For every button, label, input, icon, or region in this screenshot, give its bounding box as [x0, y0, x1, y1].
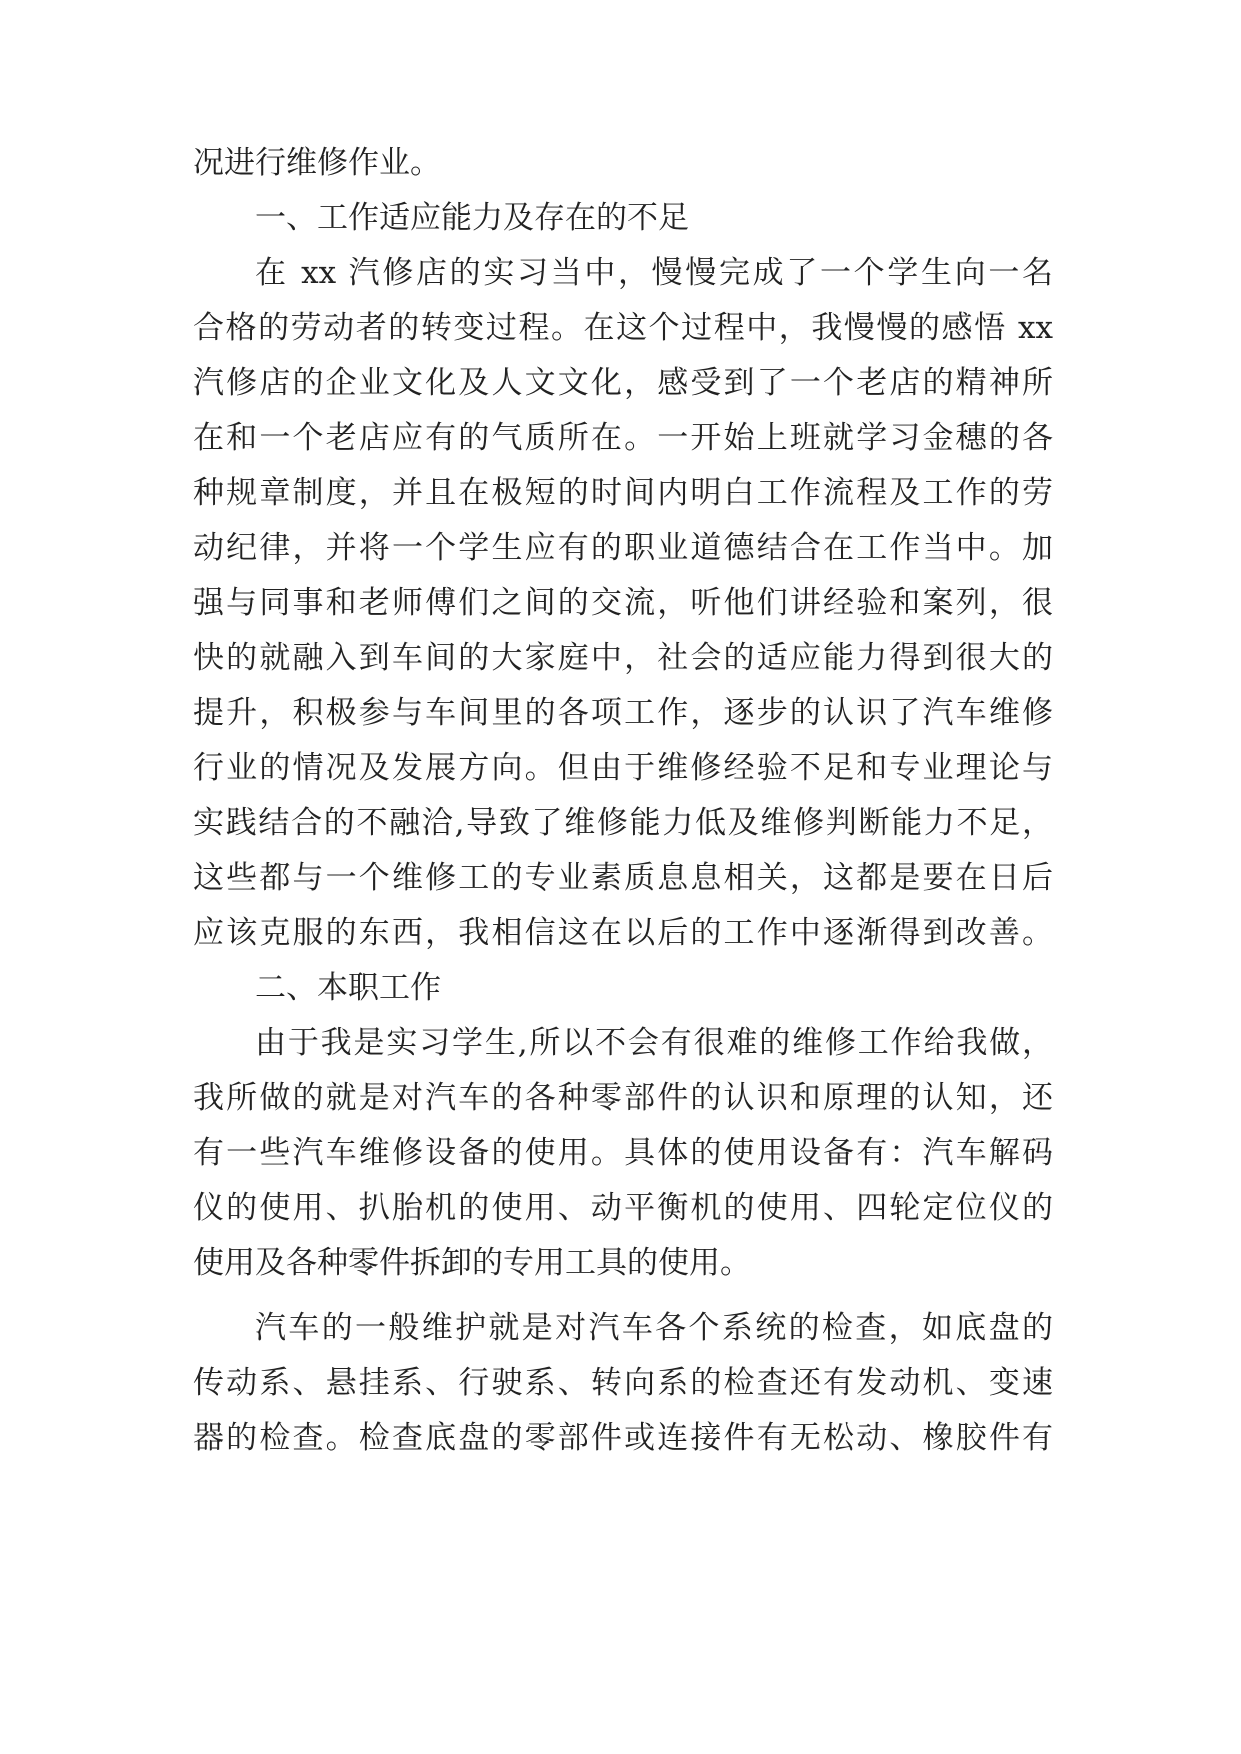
- text-line: 有一些汽车维修设备的使用。具体的使用设备有：汽车解码: [193, 1135, 1053, 1171]
- text-line: 使用及各种零件拆卸的专用工具的使用。: [193, 1245, 751, 1281]
- text-line: 器的检查。检查底盘的零部件或连接件有无松动、橡胶件有: [193, 1420, 1053, 1456]
- text-line: 在 xx 汽修店的实习当中，慢慢完成了一个学生向一名: [255, 255, 1053, 291]
- text-line: 汽修店的企业文化及人文文化，感受到了一个老店的精神所: [193, 365, 1053, 401]
- text-line: 种规章制度，并且在极短的时间内明白工作流程及工作的劳: [193, 475, 1053, 511]
- section-heading: 一、工作适应能力及存在的不足: [255, 200, 689, 236]
- text-line: 传动系、悬挂系、行驶系、转向系的检查还有发动机、变速: [193, 1365, 1053, 1401]
- text-line: 实践结合的不融洽,导致了维修能力低及维修判断能力不足，: [193, 805, 1053, 841]
- text-line: 行业的情况及发展方向。但由于维修经验不足和专业理论与: [193, 750, 1053, 786]
- text-line: 我所做的就是对汽车的各种零部件的认识和原理的认知，还: [193, 1080, 1053, 1116]
- text-line: 应该克服的东西，我相信这在以后的工作中逐渐得到改善。: [193, 915, 1053, 951]
- text-line: 强与同事和老师傅们之间的交流，听他们讲经验和案列，很: [193, 585, 1053, 621]
- text-line: 由于我是实习学生,所以不会有很难的维修工作给我做，: [255, 1025, 1053, 1061]
- text-line: 汽车的一般维护就是对汽车各个系统的检查，如底盘的: [255, 1310, 1053, 1346]
- text-line: 仪的使用、扒胎机的使用、动平衡机的使用、四轮定位仪的: [193, 1190, 1053, 1226]
- section-heading: 二、本职工作: [255, 970, 441, 1006]
- text-line: 提升，积极参与车间里的各项工作，逐步的认识了汽车维修: [193, 695, 1053, 731]
- text-line: 在和一个老店应有的气质所在。一开始上班就学习金穗的各: [193, 420, 1053, 456]
- text-line: 合格的劳动者的转变过程。在这个过程中，我慢慢的感悟 xx: [193, 310, 1053, 346]
- text-line: 动纪律，并将一个学生应有的职业道德结合在工作当中。加: [193, 530, 1053, 566]
- text-line: 快的就融入到车间的大家庭中，社会的适应能力得到很大的: [193, 640, 1053, 676]
- text-line: 这些都与一个维修工的专业素质息息相关，这都是要在日后: [193, 860, 1053, 896]
- text-line: 况进行维修作业。: [193, 145, 441, 181]
